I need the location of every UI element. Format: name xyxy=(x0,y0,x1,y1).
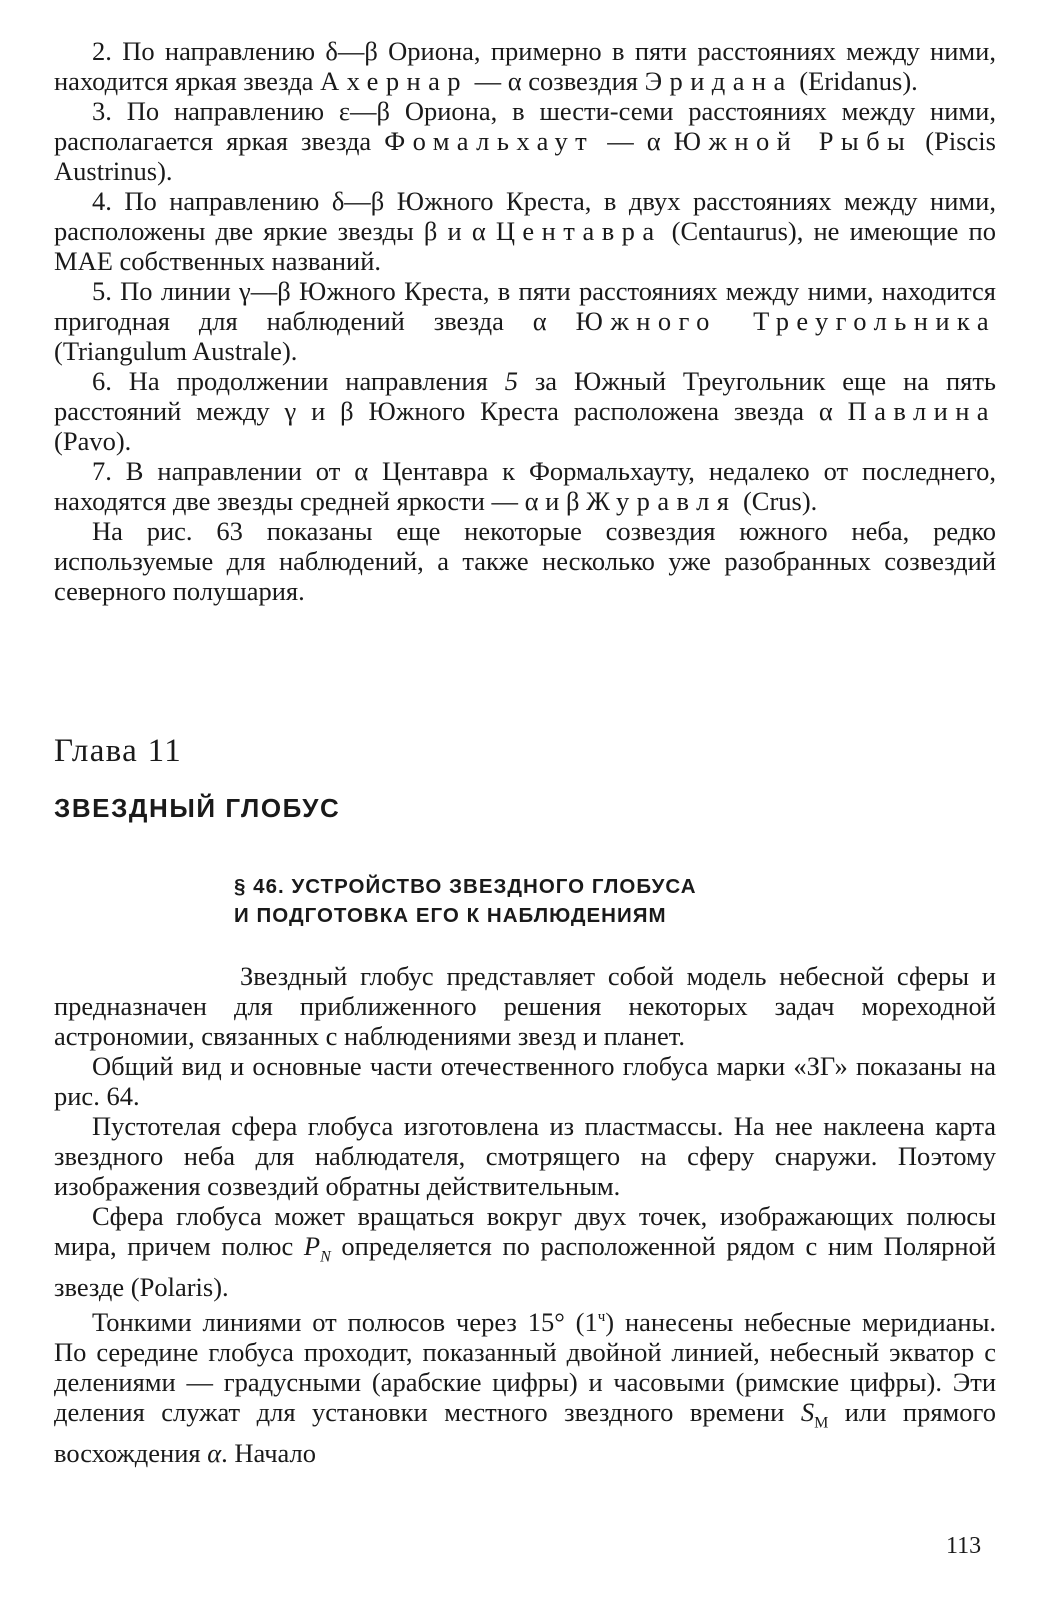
text: 2. По направлению δ—β Ориона, примерно в пяти расстояниях между ними, находится яркая звезда xyxy=(54,36,996,96)
paragraph-4 xyxy=(54,186,996,276)
constellation-name: Журавля xyxy=(586,486,737,516)
paragraph-2 xyxy=(54,36,996,96)
body-paragraph-5 xyxy=(54,1302,996,1468)
text: — α xyxy=(594,126,674,156)
text: за Южный Треугольник еще на пять расстояний между γ и β Южного Креста расположена звезда α xyxy=(54,366,996,426)
pole-symbol: P xyxy=(303,1231,321,1261)
text: (Eridanus). xyxy=(792,66,918,96)
constellation-name: Южной Рыбы xyxy=(673,126,913,156)
italic-number: 5 xyxy=(504,366,518,396)
constellation-name: Эридана xyxy=(644,66,793,96)
text: Тонкими линиями от полюсов через 15° (1 xyxy=(92,1307,598,1338)
paragraph-6 xyxy=(54,366,996,456)
top-text-block xyxy=(54,36,996,606)
text: 6. На продолжении направления xyxy=(92,366,505,396)
paragraph-5 xyxy=(54,276,996,366)
text: (Crus). xyxy=(736,486,818,516)
page-number: 113 xyxy=(946,1533,982,1559)
body-paragraph-4 xyxy=(54,1201,996,1302)
text: Сфера глобуса может вращаться вокруг двух точек, изображающих полюсы мира, причем полюс xyxy=(54,1201,996,1261)
constellation-name: Южного Треугольника xyxy=(575,306,996,336)
text: 5. По линии γ—β Южного Креста, в пяти расстояниях между ними, находится пригодная для наблюдений звезда α xyxy=(54,276,996,336)
body-paragraph-1: Звездный глобус представляет собой модель небесной сферы и предназначен для приближенного решения некоторых задач мореходной астрономии, связанных с наблюдениями звезд и планет. xyxy=(54,961,996,1051)
paragraph-7 xyxy=(54,456,996,516)
alpha-symbol: α xyxy=(207,1438,222,1469)
body-paragraph-2: Общий вид и основные части отечественного глобуса марки «ЗГ» показаны на рис. 64. xyxy=(54,1051,996,1111)
text: или прямого восхождения xyxy=(54,1397,996,1469)
text: — α созвездия xyxy=(467,66,645,96)
constellation-name: Павлина xyxy=(847,396,996,426)
section-text-block xyxy=(54,961,996,1468)
star-name: Ахернар xyxy=(320,66,468,96)
sidereal-time-subscript: М xyxy=(814,1414,829,1432)
section-heading xyxy=(234,872,854,930)
text: (Piscis Austrinus). xyxy=(54,126,996,186)
text: 3. По направлению ε—β Ориона, в шести-семи расстояниях между ними, располагается яркая звезда xyxy=(54,96,996,156)
paragraph-8: На рис. 63 показаны еще некоторые созвездия южного неба, редко используемые для наблюдений, а также несколько уже разобранных созвездий северного полушария. xyxy=(54,516,996,606)
hour-superscript: ч xyxy=(597,1309,606,1326)
section-heading-line-1: § 46. УСТРОЙСТВО ЗВЕЗДНОГО ГЛОБУСА xyxy=(234,875,697,898)
sidereal-time-symbol: S xyxy=(800,1397,815,1428)
text: . Начало xyxy=(221,1438,317,1469)
section-heading-line-2: И ПОДГОТОВКА ЕГО К НАБЛЮДЕНИЯМ xyxy=(234,904,667,927)
constellation-name: Центавра xyxy=(495,216,662,246)
text: 7. В направлении от α Центавра к Формальхауту, недалеко от последнего, находятся две звезды средней яркости — α и β xyxy=(54,456,996,516)
text: (Triangulum Australe). xyxy=(54,336,298,366)
pole-subscript: N xyxy=(320,1248,331,1266)
text: ) нанесены небесные меридианы. По середине глобуса проходит, показанный двойной линией, небесный экватор с делениями — градусными (арабские цифры) и часовыми (римские цифры). Эти деления служат для установки местного звездного времени xyxy=(54,1307,997,1428)
star-name: Фомальхаут xyxy=(384,126,595,156)
text: 4. По направлению δ—β Южного Креста, в двух расстояниях между ними, расположены две яркие звезды β и α xyxy=(54,186,996,246)
text: (Centaurus), не имеющие по МАЕ собственных названий. xyxy=(54,216,996,276)
paragraph-3 xyxy=(54,96,996,186)
chapter-title: ЗВЕЗДНЫЙ ГЛОБУС xyxy=(54,793,341,823)
chapter-label: Глава 11 xyxy=(54,733,183,769)
text: (Pavo). xyxy=(54,426,132,456)
text: определяется по расположенной рядом с ним Полярной звезде (Polaris). xyxy=(54,1231,996,1303)
body-paragraph-3: Пустотелая сфера глобуса изготовлена из пластмассы. На нее наклеена карта звездного неба для наблюдателя, смотрящего на сферу снаружи. Поэтому изображения созвездий обратны действительным. xyxy=(54,1111,996,1201)
